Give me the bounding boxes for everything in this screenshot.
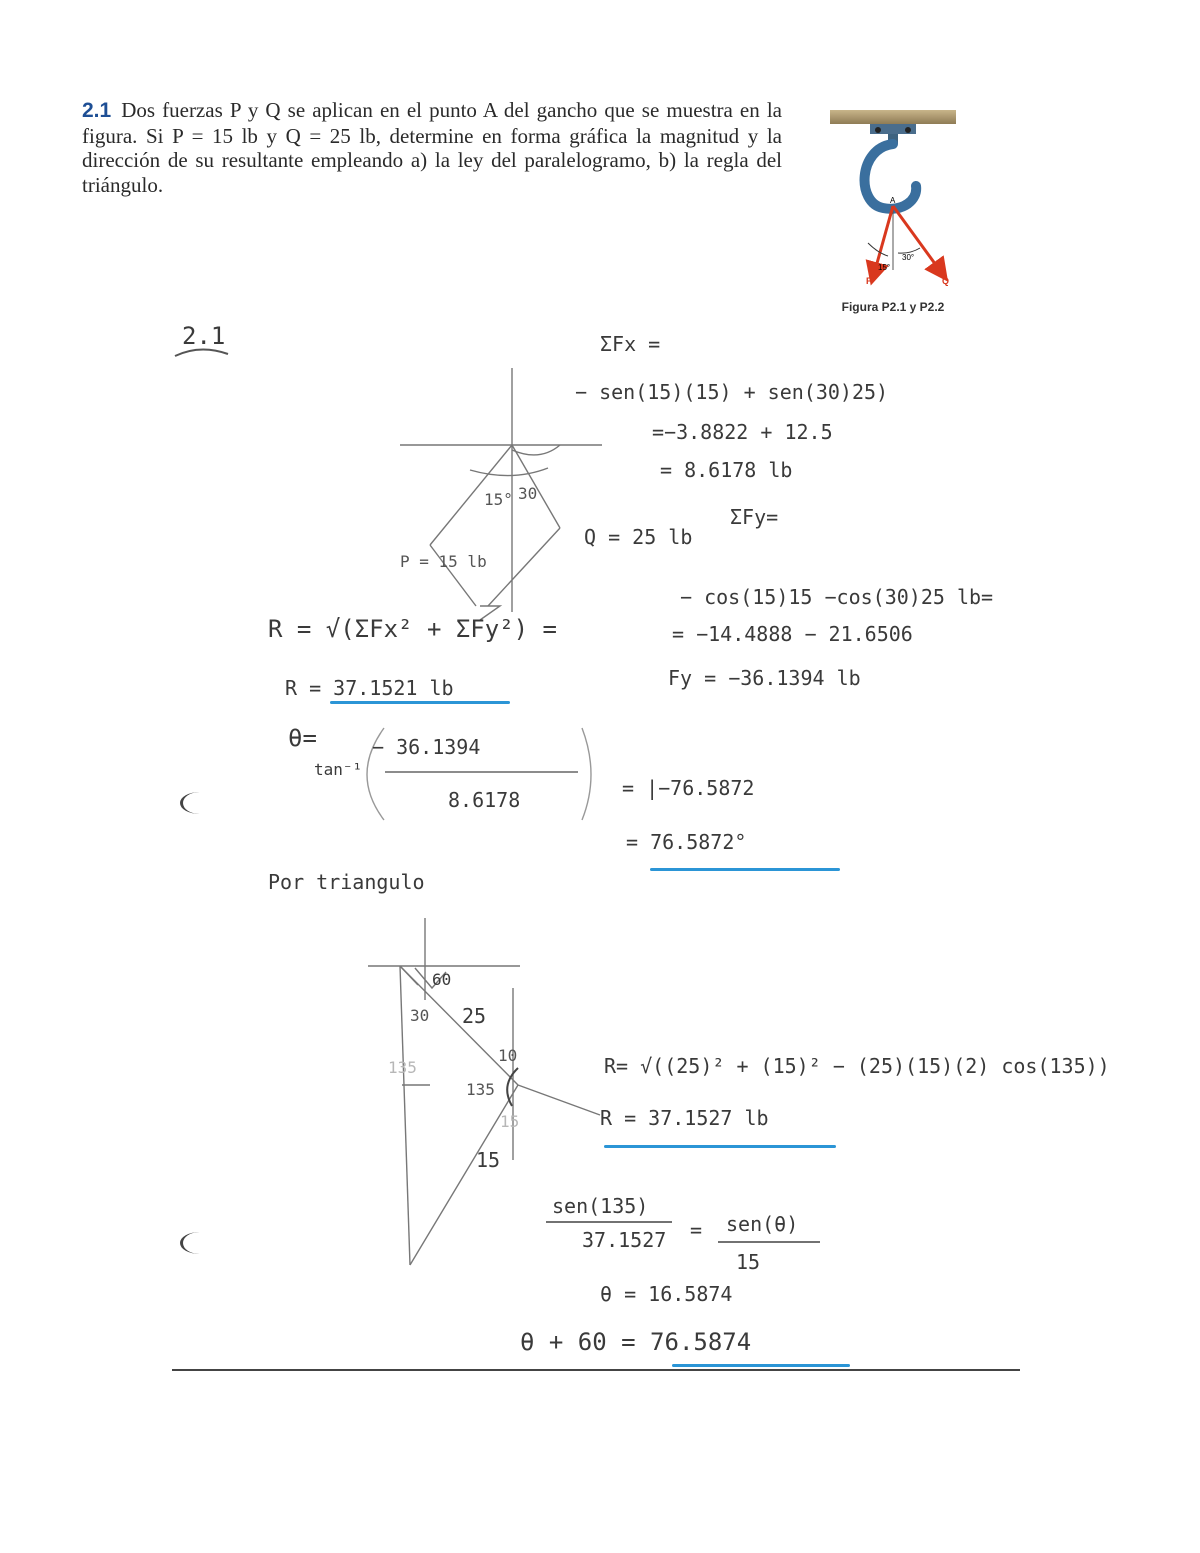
triangle-title: Por triangulo <box>268 870 425 894</box>
sketch-label-q: Q = 25 lb <box>584 525 693 549</box>
theta2-plus-60: θ + 60 = 76.5874 <box>520 1328 752 1356</box>
figure-label-p: P <box>866 276 873 286</box>
page-bottom-rule <box>172 1369 1020 1371</box>
tri-small-15: 15 <box>500 1112 520 1131</box>
fx-step: =−3.8822 + 12.5 <box>652 420 833 444</box>
theta-tan: tan⁻¹ <box>314 760 363 779</box>
law-of-cosines-result: R = 37.1527 lb <box>600 1106 769 1130</box>
punch-hole-mark <box>180 792 219 814</box>
figure-angle-right: 30° <box>902 253 915 262</box>
sketch-label-p: P = 15 lb <box>400 552 487 571</box>
tri-side-25-label: 25 <box>462 1004 487 1028</box>
problem-text: Dos fuerzas P y Q se aplican en el punto A del gancho que se muestra en la figura. Si P = 15 lb y Q = 25 lb, determine en forma gráfica la magnitud y la dirección de su resultante empleando a) la ley del paralelogramo, b) la regla del triángulo. <box>82 98 782 197</box>
fy-step: = −14.4888 − 21.6506 <box>672 622 913 646</box>
theta-lhs: θ= <box>288 724 317 752</box>
fx-expression: − sen(15)(15) + sen(30)25) <box>575 380 889 404</box>
figure-angle-left: 15° <box>878 263 891 272</box>
fy-result: Fy = −36.1394 lb <box>668 666 861 690</box>
theta-denominator: 8.6178 <box>448 788 521 812</box>
fx-result: = 8.6178 lb <box>660 458 793 482</box>
sketch-angle-15: 15° <box>484 490 513 509</box>
sum-fx-title: ΣFx = <box>600 332 661 356</box>
law-sines-rhs-numerator: sen(θ) <box>726 1212 799 1236</box>
fy-expression: − cos(15)15 −cos(30)25 lb= <box>680 585 994 609</box>
theta-numerator: − 36.1394 <box>372 735 481 759</box>
law-sines-rhs-denominator: 15 <box>736 1250 761 1274</box>
tri-angle-30: 30 <box>410 1006 430 1025</box>
theta-step: = |−76.5872 <box>622 776 755 800</box>
tri-angle-10: 10 <box>498 1046 518 1065</box>
work-problem-label: 2.1 <box>182 322 226 350</box>
theta-result: = 76.5872° <box>626 830 747 854</box>
punch-hole-mark-2 <box>180 1232 219 1254</box>
tri-angle-60: 60 <box>432 970 452 989</box>
resultant-formula: R = √(ΣFx² + ΣFy²) = <box>268 615 557 643</box>
theta2-value: θ = 16.5874 <box>600 1282 733 1306</box>
figure-caption: Figura P2.1 y P2.2 <box>841 300 945 314</box>
sum-fy-title: ΣFy= <box>730 505 779 529</box>
law-sines-numerator: sen(135) <box>552 1194 649 1218</box>
law-of-cosines: R= √((25)² + (15)² − (25)(15)(2) cos(135)) <box>604 1054 1110 1078</box>
resultant-value: R = 37.1521 lb <box>285 676 454 700</box>
law-sines-denominator: 37.1527 <box>582 1228 667 1252</box>
tri-side-15-label: 15 <box>476 1148 501 1172</box>
problem-number: 2.1 <box>82 99 112 122</box>
law-sines-equals: = <box>690 1218 703 1242</box>
tri-angle-135b: 135 <box>466 1080 495 1099</box>
sketch-angle-30: 30 <box>518 484 538 503</box>
tri-angle-135a: 135 <box>388 1058 417 1077</box>
figure-label-q: Q <box>942 276 950 286</box>
theta2-underline <box>672 1364 850 1367</box>
figure-point-label: A <box>890 196 896 205</box>
